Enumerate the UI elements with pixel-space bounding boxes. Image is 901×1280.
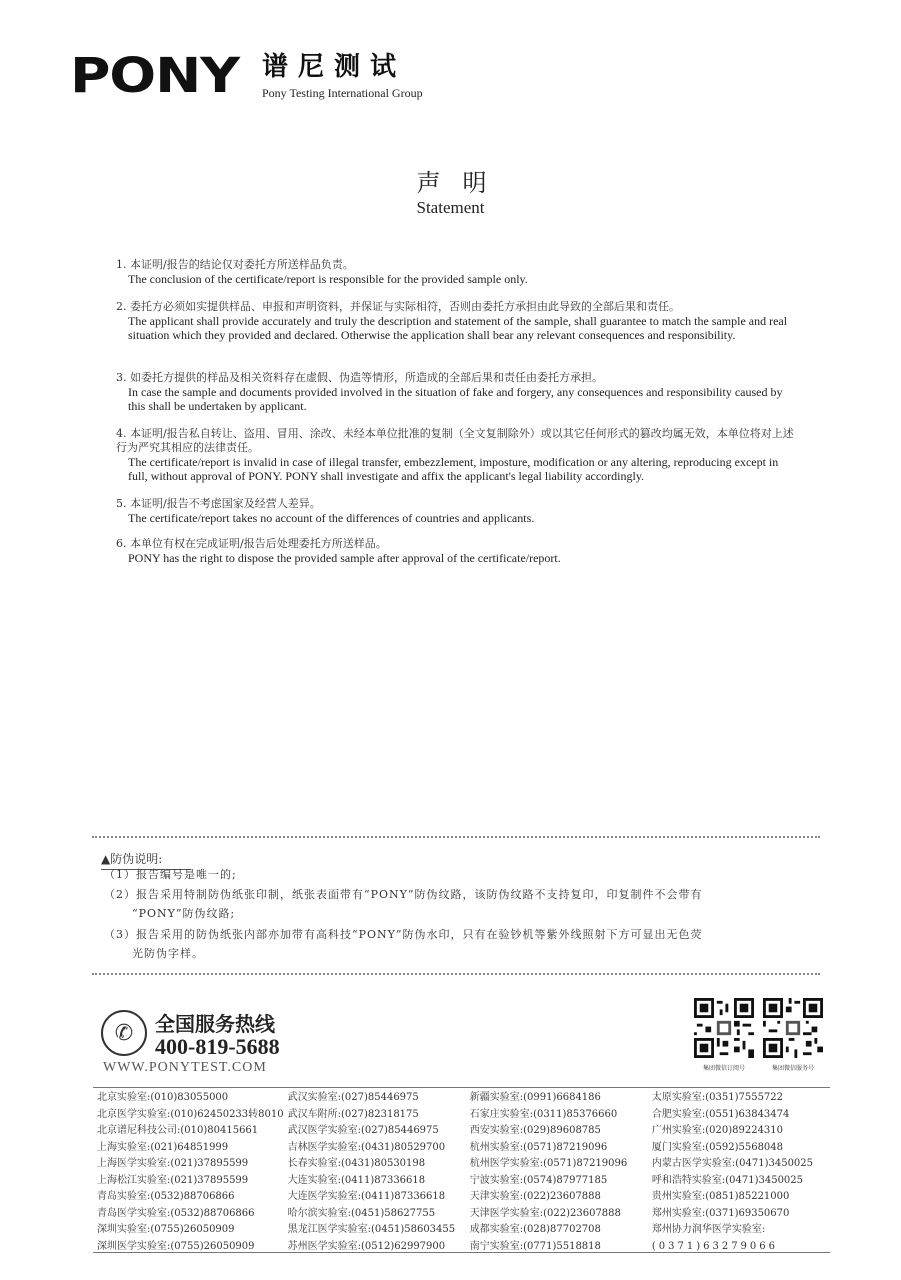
anti-fake-line: “PONY”防伪纹路; bbox=[132, 907, 236, 920]
lab-entry: 贵州实验室:(0851)85221000 bbox=[651, 1191, 790, 1202]
lab-entry: 广州实验室:(020)89224310 bbox=[651, 1125, 784, 1136]
lab-entry: 上海医学实验室:(021)37895599 bbox=[97, 1158, 249, 1169]
lab-entry: 深圳实验室:(0755)26050909 bbox=[97, 1224, 235, 1235]
statement-item-5 bbox=[116, 497, 796, 525]
lab-entry: 大连实验室:(0411)87336618 bbox=[287, 1174, 426, 1186]
lab-entry: 上海实验室:(021)64851999 bbox=[97, 1141, 229, 1153]
lab-entry: 青岛实验室:(0532)88706866 bbox=[97, 1191, 235, 1202]
lab-entry: 深圳医学实验室:(0755)26050909 bbox=[97, 1240, 255, 1252]
lab-entry: 长春实验室:(0431)80530198 bbox=[287, 1158, 426, 1169]
lab-entry: 北京医学实验室:(010)62450233转8010 bbox=[97, 1108, 284, 1120]
statement-cn: 4. 本证明/报告私自转让、盗用、冒用、涂改、未经本单位批准的复制（全文复制除外）或以其它任何形式的篡改均属无效，本单位将对上述行为严究其相应的法律责任。 bbox=[116, 427, 794, 454]
lab-entry: 内蒙古医学实验室:(0471)3450025 bbox=[651, 1158, 814, 1169]
lab-entry: 吉林医学实验室:(0431)80529700 bbox=[287, 1141, 446, 1153]
lab-entry: 黑龙江医学实验室:(0451)58603455 bbox=[287, 1224, 456, 1235]
lab-entry: 合肥实验室:(0551)63843474 bbox=[651, 1108, 790, 1120]
lab-entry: 郑州实验室:(0371)69350670 bbox=[651, 1207, 790, 1219]
statement-en: The certificate/report takes no account of the differences of countries and applicants. bbox=[128, 511, 535, 525]
statement-item-2 bbox=[116, 300, 796, 342]
statement-item-6 bbox=[116, 537, 796, 565]
lab-entry: 太原实验室:(0351)7555722 bbox=[651, 1092, 784, 1103]
lab-entry: 杭州实验室:(0571)87219096 bbox=[469, 1141, 608, 1153]
lab-entry: 武汉医学实验室:(027)85446975 bbox=[287, 1125, 439, 1136]
page-title-chinese: 声明 bbox=[416, 169, 509, 197]
statement-en: The conclusion of the certificate/report is responsible for the provided sample only. bbox=[128, 272, 528, 286]
anti-fake-line: （3）报告采用的防伪纸张内部亦加带有高科技“PONY”防伪水印，只有在验钞机等紫外线照射下方可显出无色荧 bbox=[104, 928, 703, 941]
pony-logo: PONY bbox=[70, 48, 239, 104]
lab-entry: 大连医学实验室:(0411)87336618 bbox=[287, 1191, 446, 1202]
page-title-english: Statement bbox=[416, 198, 485, 217]
lab-entry: 成都实验室:(028)87702708 bbox=[469, 1224, 601, 1235]
lab-entry: 北京谱尼科技公司:(010)80415661 bbox=[97, 1125, 259, 1136]
lab-entry: 厦门实验室:(0592)5568048 bbox=[651, 1141, 784, 1153]
lab-entry: 天津实验室:(022)23607888 bbox=[469, 1191, 601, 1202]
statement-item-4 bbox=[116, 427, 796, 483]
lab-column bbox=[93, 1088, 284, 1255]
statement-cn: 1. 本证明/报告的结论仅对委托方所送样品负责。 bbox=[116, 258, 354, 271]
lab-entry: 西安实验室:(029)89608785 bbox=[469, 1125, 601, 1136]
lab-entry: 杭州医学实验室:(0571)87219096 bbox=[469, 1158, 628, 1169]
lab-entry: 呼和浩特实验室:(0471)3450025 bbox=[651, 1174, 804, 1186]
lab-column bbox=[466, 1088, 648, 1255]
hotline-label: 全国服务热线 bbox=[155, 1012, 275, 1036]
qr-code-service-icon bbox=[763, 998, 823, 1058]
lab-entry: 新疆实验室:(0991)6684186 bbox=[469, 1092, 601, 1103]
statement-cn: 3. 如委托方提供的样品及相关资料存在虚假、伪造等情形，所造成的全部后果和责任由委托方承担。 bbox=[116, 371, 603, 384]
anti-fake-line: （1）报告编号是唯一的; bbox=[104, 868, 237, 881]
lab-entry: 天津医学实验室:(022)23607888 bbox=[469, 1207, 621, 1219]
lab-column bbox=[648, 1088, 830, 1255]
qr-code-subscription-icon bbox=[694, 998, 754, 1058]
dotted-divider bbox=[92, 973, 820, 975]
statement-item-3 bbox=[116, 371, 796, 413]
lab-entry: 宁波实验室:(0574)87977185 bbox=[469, 1174, 608, 1186]
dotted-divider bbox=[92, 836, 820, 838]
website-url: WWW.PONYTEST.COM bbox=[103, 1060, 267, 1075]
lab-entry: 武汉实验室:(027)85446975 bbox=[287, 1092, 419, 1103]
statement-en: The certificate/report is invalid in case of illegal transfer, embezzlement, imposture, modification or any altering, reproducing except in full, without approval of PONY. PONY shall investigate and affix the applicant's legal liability accordingly. bbox=[128, 455, 779, 483]
phone-icon: ✆ bbox=[101, 1010, 147, 1056]
lab-entry: 南宁实验室:(0771)5518818 bbox=[469, 1240, 601, 1252]
laboratory-contact-table bbox=[93, 1087, 830, 1253]
statement-en: In case the sample and documents provided involved in the situation of fake and forgery, any consequences and responsibility caused by this shall be undertaken by applicant. bbox=[128, 385, 783, 413]
brand-chinese-name: 谱尼测试 bbox=[262, 52, 407, 82]
lab-entry: (0371)63279066 bbox=[651, 1240, 779, 1252]
statement-en: PONY has the right to dispose the provided sample after approval of the certificate/report. bbox=[128, 551, 561, 565]
lab-entry: 青岛医学实验室:(0532)88706866 bbox=[97, 1207, 255, 1219]
qr-caption-subscription: 集团微信订阅号 bbox=[702, 1065, 745, 1072]
anti-fake-title: ▲防伪说明: bbox=[101, 850, 191, 870]
anti-fake-line: 光防伪字样。 bbox=[132, 947, 204, 960]
qr-caption-service: 集团微信服务号 bbox=[771, 1065, 814, 1072]
anti-fake-line: （2）报告采用特制防伪纸张印制，纸张表面带有“PONY”防伪纹路，该防伪纹路不支持复印，印复制件不会带有 bbox=[104, 888, 703, 901]
lab-entry: 苏州医学实验室:(0512)62997900 bbox=[287, 1240, 446, 1252]
lab-entry: 北京实验室:(010)83055000 bbox=[97, 1092, 229, 1103]
lab-column bbox=[284, 1088, 466, 1255]
lab-entry: 武汉车附所:(027)82318175 bbox=[287, 1108, 419, 1120]
lab-entry: 郑州协力润华医学实验室: bbox=[651, 1224, 766, 1235]
hotline-number: 400-819-5688 bbox=[155, 1034, 280, 1059]
lab-entry: 上海松江实验室:(021)37895599 bbox=[97, 1174, 249, 1186]
lab-entry: 石家庄实验室:(0311)85376660 bbox=[469, 1108, 618, 1120]
statement-en: The applicant shall provide accurately and truly the description and statement of the sample, shall guarantee to match the sample and real situation which they provided and declared. Otherwise the application shall bear any relevant consequences and responsibility. bbox=[128, 314, 788, 342]
statement-item-1 bbox=[116, 258, 796, 286]
lab-entry: 哈尔滨实验室:(0451)58627755 bbox=[287, 1207, 436, 1219]
statement-cn: 6. 本单位有权在完成证明/报告后处理委托方所送样品。 bbox=[116, 537, 387, 550]
brand-english-name: Pony Testing International Group bbox=[262, 86, 423, 100]
statement-cn: 5. 本证明/报告不考虑国家及经营人差异。 bbox=[116, 497, 321, 510]
statement-cn: 2. 委托方必须如实提供样品、申报和声明资料，并保证与实际相符，否则由委托方承担由此导致的全部后果和责任。 bbox=[116, 300, 680, 313]
